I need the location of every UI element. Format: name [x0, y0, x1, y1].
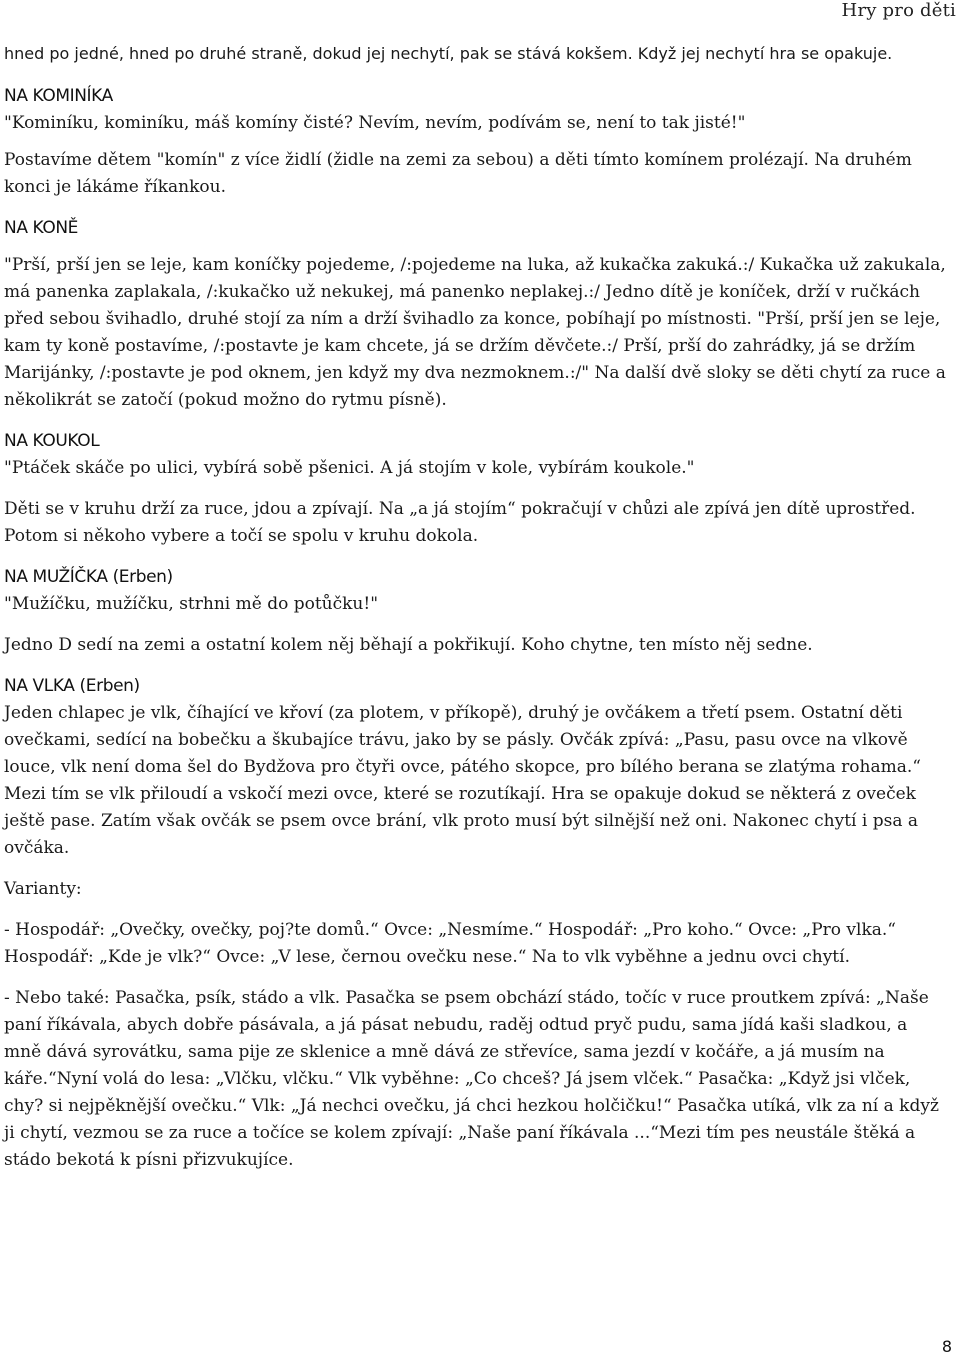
- kominika-rhyme: "Kominíku, kominíku, máš komíny čisté? Nevím, nevím, podívám se, není to tak jisté!": [4, 113, 746, 133]
- koukol-rhyme: "Ptáček skáče po ulici, vybírá sobě pšenici. A já stojím v kole, vybírám koukole.": [4, 458, 695, 478]
- running-header: Hry pro děti: [841, 0, 956, 21]
- heading-na-vlka: NA VLKA (Erben): [4, 676, 140, 696]
- variants-label: Varianty:: [4, 879, 82, 899]
- heading-na-kominika: NA KOMINÍKA: [4, 86, 113, 106]
- page-number: 8: [941, 1337, 952, 1356]
- muzicka-description: Jedno D sedí na zemi a ostatní kolem něj běhají a pokřikují. Koho chytne, ten místo něj sedne.: [4, 635, 813, 655]
- variant-1: - Hospodář: „Ovečky, ovečky, poj?te domů.“ Ovce: „Nesmíme.“ Hospodář: „Pro koho.“ Ovce: „Pro vlka.“ Hospodář: „Kde je vlk?“ Ovce: „V lese, černou ovečku nese.“ Na to vlk vyběhne a jednu ovci chytí.: [4, 920, 896, 967]
- document-body: [4, 40, 948, 1174]
- heading-na-kone: NA KONĚ: [4, 218, 79, 238]
- muzicka-rhyme: "Mužíčku, mužíčku, strhni mě do potůčku!": [4, 594, 379, 614]
- kominika-description: Postavíme dětem "komín" z více židlí (židle na zemi za sebou) a děti tímto komínem prolézají. Na druhém konci je lákáme říkankou.: [4, 150, 912, 197]
- variant-2: - Nebo také: Pasačka, psík, stádo a vlk. Pasačka se psem obchází stádo, točíc v ruce proutkem zpívá: „Naše paní říkávala, abych dobře pásávala, a já pásat nebudu, raděj odtud pryč pudu, sama jídá kaši sladkou, a mně dává syrovátku, sama pije ze sklenice a mně dává ze střevíce, sama jezdí v kočáře, a já musím na káře.“Nyní volá do lesa: „Vlčku, vlčku.“ Vlk vyběhne: „Co chceš? Já jsem vlček.“ Pasačka: „Když jsi vlček, chy? si nejpěknější ovečku.“ Vlk: „Já nechci ovečku, já chci hezkou holčičku!“ Pasačka utíká, vlk za ní a když ji chytí, vezmou se za ruce a točíce se kolem zpívají: „Naše paní říkávala ...“Mezi tím pes neustále štěká a stádo bekotá k písni přizvukujíce.: [4, 988, 939, 1170]
- heading-na-koukol: NA KOUKOL: [4, 431, 100, 451]
- vlka-text: Jeden chlapec je vlk, číhající ve křoví (za plotem, v příkopě), druhý je ovčákem a třetí psem. Ostatní děti ovečkami, sedící na bobečku a škubajíce trávu, jako by se pásly. Ovčák zpívá: „Pasu, pasu ovce na vlkově louce, vlk není doma šel do Bydžova pro čtyři ovce, pátého skopce, pro bílého berana se zlatýma rohama.“ Mezi tím se vlk přiloudí a vskočí mezi ovce, které se rozutíkají. Hra se opakuje dokud se některá z oveček ještě pase. Zatím však ovčák se psem ovce brání, vlk proto musí být silnější než oni. Nakonec chytí i psa a ovčáka.: [4, 703, 921, 858]
- kone-text: "Prší, prší jen se leje, kam koníčky pojedeme, /:pojedeme na luka, až kukačka zakuká.:/ Kukačka už zakukala, má panenka zaplakala, /:kukačko už nekukej, má panenko neplakej.:/ Jedno dítě je koníček, drží v ručkách před sebou švihadlo, druhé stojí za ním a drží švihadlo za konce, pobíhají po místnosti. "Prší, prší jen se leje, kam ty koně postavíme, /:postavte je kam chcete, já se držím děvčete.:/ Prší, prší do zahrádky, já se držím Marijánky, /:postavte je pod oknem, jen když my dva nezmoknem.:/" Na další dvě sloky se děti chytí za ruce a několikrát se zatočí (pokud možno do rytmu písně).: [4, 255, 946, 410]
- intro-paragraph: hned po jedné, hned po druhé straně, dokud jej nechytí, pak se stává kokšem. Když jej nechytí hra se opakuje.: [4, 44, 893, 63]
- heading-na-muzicka: NA MUŽÍČKA (Erben): [4, 567, 173, 587]
- koukol-description: Děti se v kruhu drží za ruce, jdou a zpívají. Na „a já stojím“ pokračují v chůzi ale zpívá jen dítě uprostřed. Potom si někoho vybere a točí se spolu v kruhu dokola.: [4, 499, 916, 546]
